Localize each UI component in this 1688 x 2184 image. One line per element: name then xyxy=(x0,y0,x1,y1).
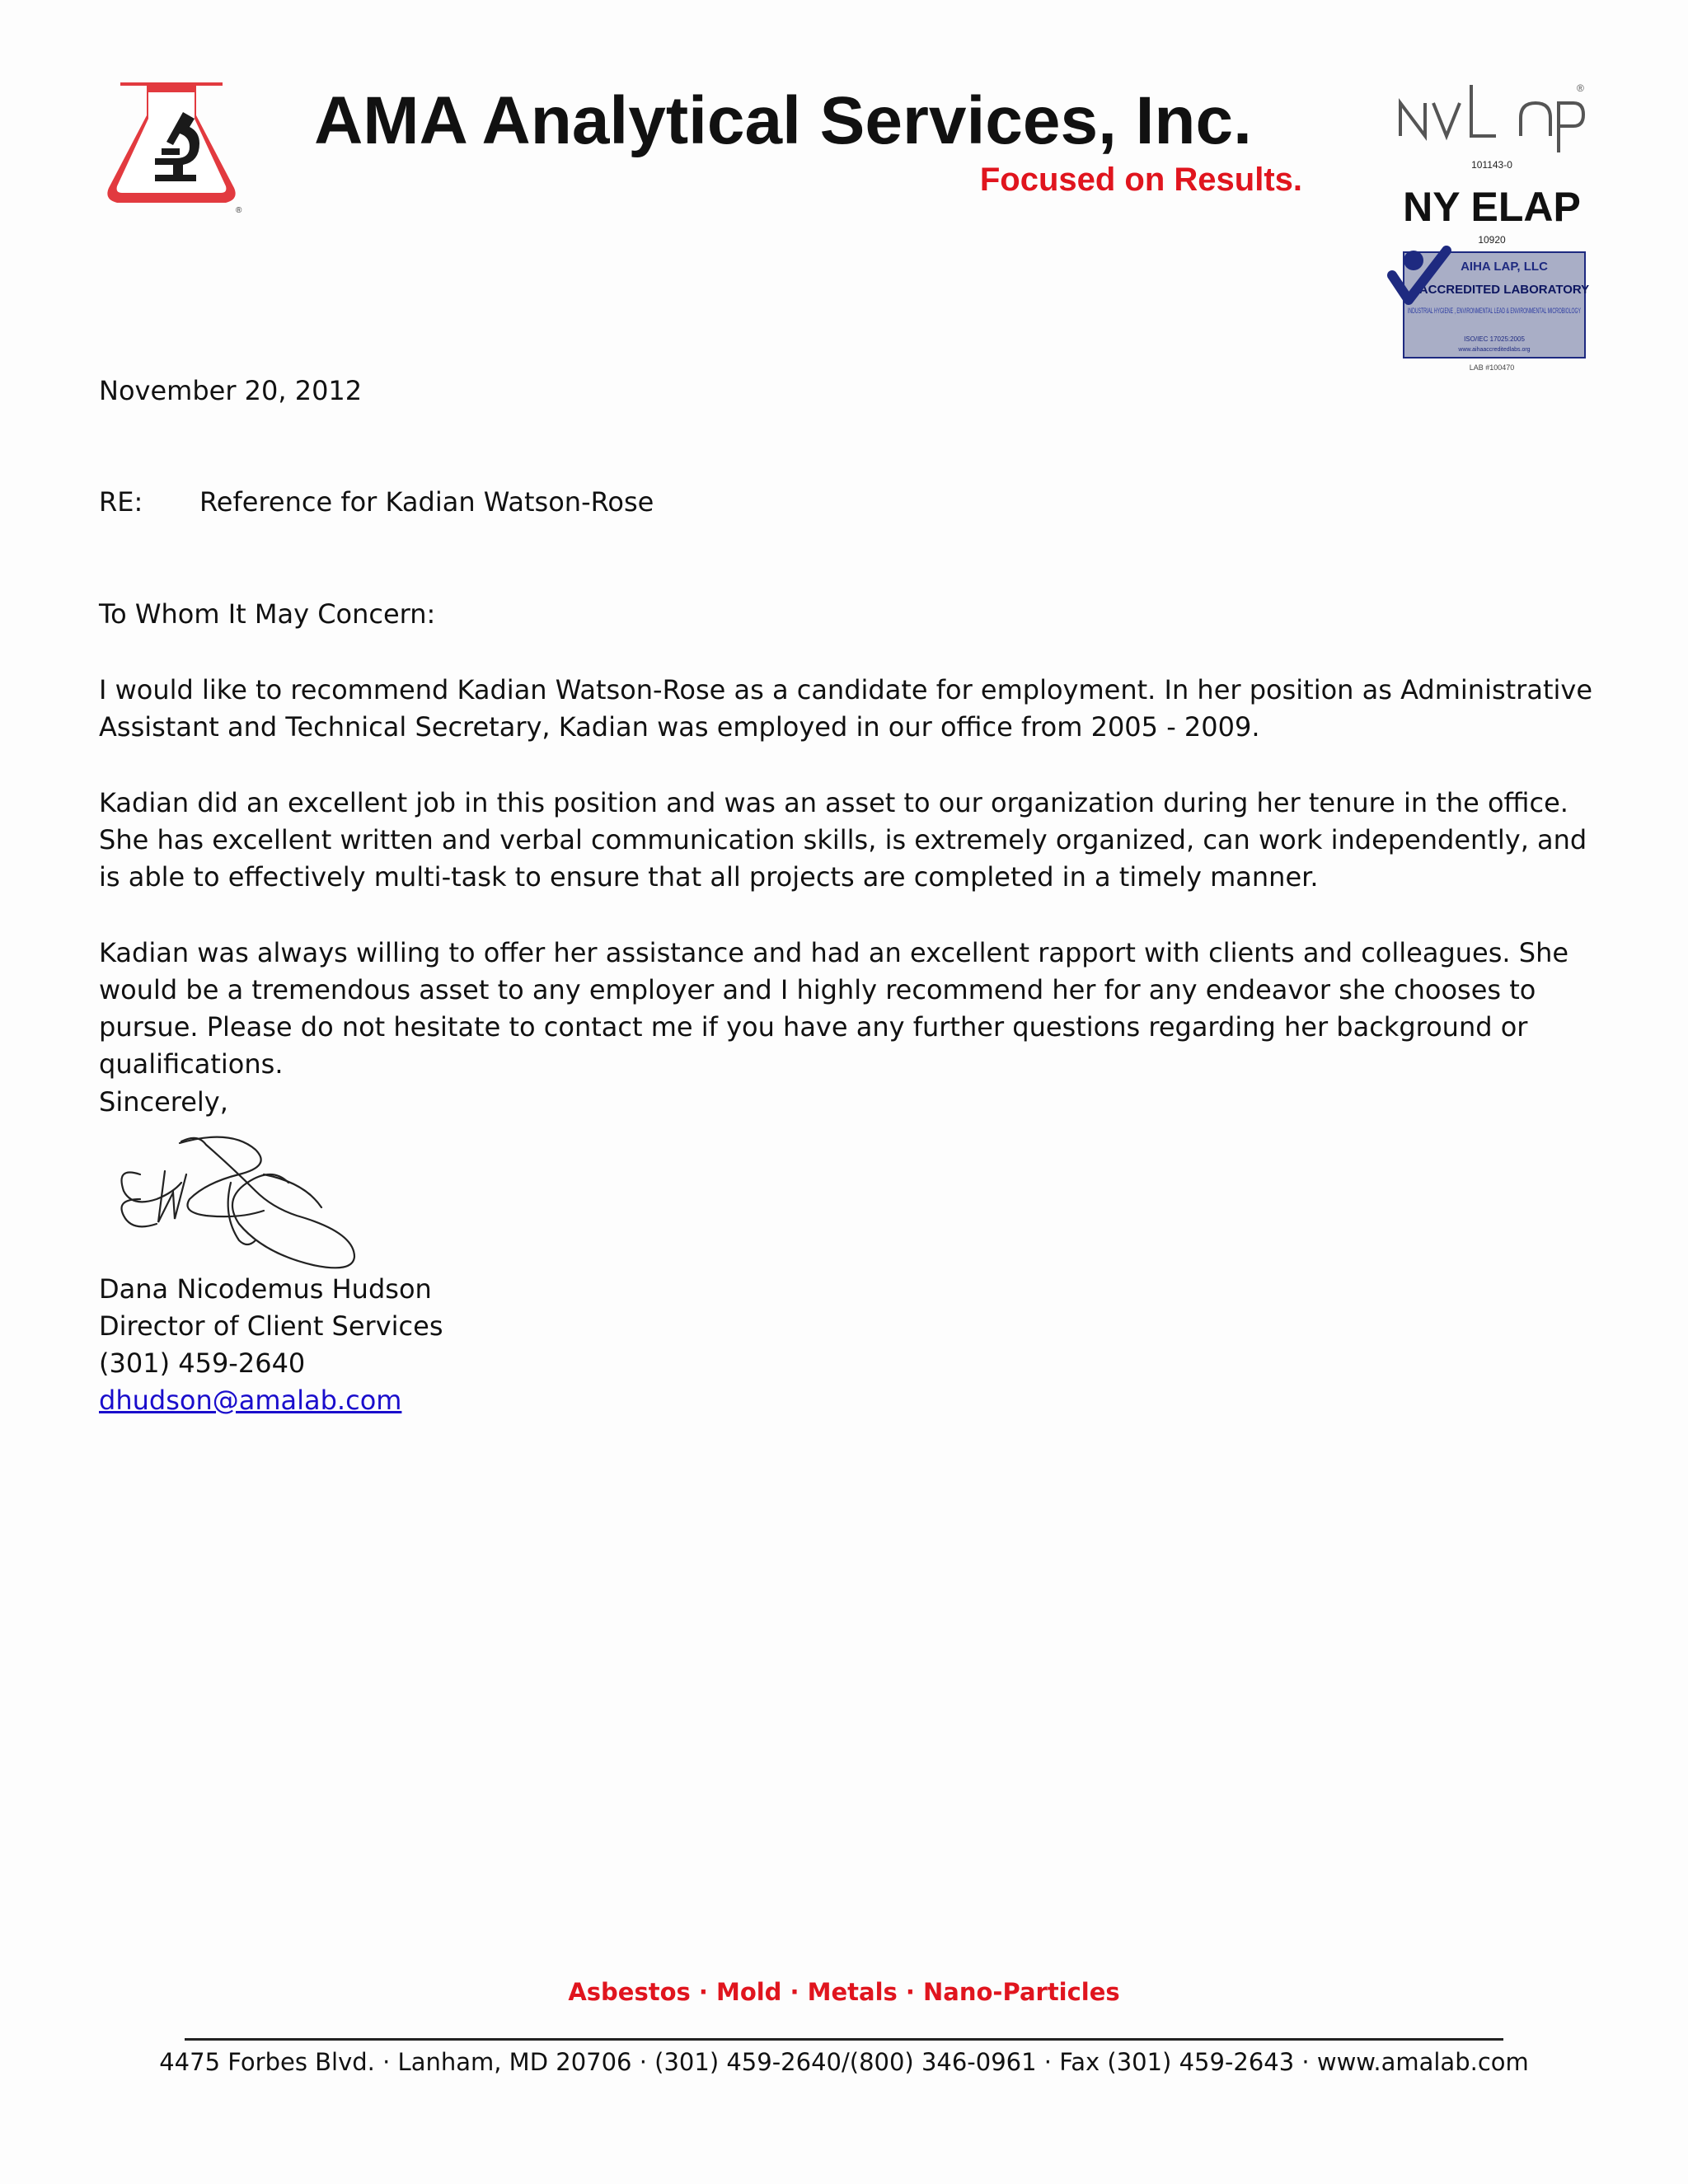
handwritten-signature xyxy=(107,1133,371,1273)
aiha-subtitle: ACCREDITED LABORATORY xyxy=(1418,283,1590,297)
paragraph-1: I would like to recommend Kadian Watson-Rose as a candidate for employment. In her position as Administrative Assistant and Technical Secretary, Kadian was employed in our office from 2005 - 2009. xyxy=(99,674,1592,743)
paragraph-3: Kadian was always willing to offer her assistance and had an excellent rapport with clients and colleagues. She would be a tremendous asset to any employer and I highly recommend her for any endeavor she chooses to pursue. Please do not hesitate to contact me if you have any further questions regarding her background or qualifications. xyxy=(99,937,1569,1080)
salutation: To Whom It May Concern: xyxy=(99,598,436,630)
letter-date: November 20, 2012 xyxy=(99,375,363,406)
paragraph-2: Kadian did an excellent job in this position and was an asset to our organization during her tenure in the office. She has excellent written and verbal communication skills, is extremely organized, can work independently, and is able to effectively multi-task to ensure that all projects are completed in a timely manner. xyxy=(99,787,1587,893)
ny-elap-label: NY ELAP xyxy=(1403,184,1581,230)
re-line xyxy=(99,484,1607,521)
signer-email-link[interactable]: dhudson@amalab.com xyxy=(99,1385,402,1416)
aiha-iso: ISO/IEC 17025:2005 xyxy=(1464,335,1525,343)
services-list: Asbestos · Mold · Metals · Nano-Particles xyxy=(568,1978,1120,2006)
company-tagline: Focused on Results. xyxy=(979,162,1302,198)
aiha-fields: INDUSTRIAL HYGIENE , ENVIRONMENTAL LEAD & ENVIRONMENTAL MICROBIOLOGY xyxy=(1408,307,1581,315)
aiha-accreditation-badge xyxy=(1389,247,1590,363)
footer-address: 4475 Forbes Blvd. · Lanham, MD 20706 · (301) 459-2640/(800) 346-0961 · Fax (301) 459-2643 · www.amalab.com xyxy=(159,2048,1529,2076)
signer-phone: (301) 459-2640 xyxy=(99,1347,306,1379)
closing: Sincerely, xyxy=(99,1086,228,1118)
svg-text:®: ® xyxy=(236,206,242,215)
ama-flask-logo xyxy=(97,82,246,214)
aiha-title: AIHA LAP, LLC xyxy=(1461,260,1548,274)
footer-divider xyxy=(185,2038,1503,2041)
signer-title: Director of Client Services xyxy=(99,1310,443,1342)
nvlap-number: 101143-0 xyxy=(1471,159,1512,171)
company-name: AMA Analytical Services, Inc. xyxy=(314,83,1252,158)
signer-name: Dana Nicodemus Hudson xyxy=(99,1273,432,1305)
aiha-url: www.aihaaccreditedlabs.org xyxy=(1458,347,1531,353)
nvlap-logo xyxy=(1397,78,1587,161)
re-subject: Reference for Kadian Watson-Rose xyxy=(199,486,654,518)
svg-text:®: ® xyxy=(1577,82,1584,94)
re-label: RE: xyxy=(99,486,143,518)
aiha-lab-number: LAB #100470 xyxy=(1469,363,1515,372)
signature-block xyxy=(99,1271,1607,1419)
ny-elap-number: 10920 xyxy=(1478,234,1506,246)
